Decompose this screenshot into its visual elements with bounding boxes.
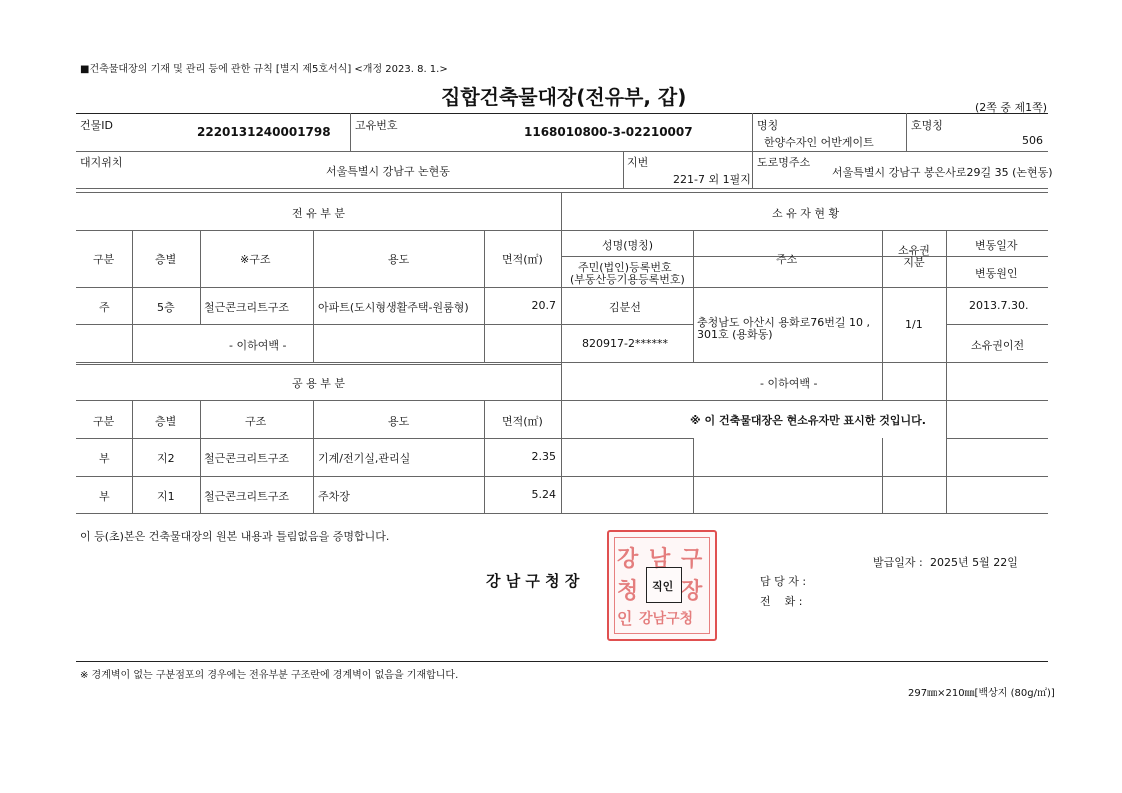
issuing-office: 강 남 구 청 장 [486,572,580,590]
form-regulation-note: ■건축물대장의 기재 및 관리 등에 관한 규칙 [별지 제5호서식] <개정 2023. 8. 1.> [80,64,448,75]
owner-address-header: 주소 [776,253,798,266]
road-label: 도로명주소 [757,156,811,169]
name-value: 한양수자인 어반게이트 [764,136,874,149]
owner-notice: ※ 이 건축물대장은 현소유자만 표시한 것입니다. [690,414,926,427]
site-label: 대지위치 [80,156,123,169]
owner-section-title: 소 유 자 현 황 [772,207,840,220]
paper-spec: 297㎜×210㎜[백상지 (80g/㎡)] [908,688,1055,699]
common-floor-header: 층별 [155,415,177,428]
change-reason: 소유권이전 [971,339,1025,352]
owner-share-header: 소유권 지분 [898,244,930,269]
building-id-label: 건물ID [80,119,113,132]
site-value: 서울특별시 강남구 논현동 [326,165,450,178]
building-id-value: 2220131240001798 [197,125,331,139]
info-bottom [76,188,1048,189]
common-row1-area: 2.35 [531,450,556,463]
issue-date-label: 발급일자 : [873,556,923,569]
common-section-title: 공 용 부 분 [292,377,345,390]
phone-label: 전 화 : [760,595,803,608]
stamp-label: 직인 [652,580,674,593]
owner-name-header: 성명(명칭) [602,239,654,252]
unit-label: 호명칭 [911,119,943,132]
footer-divider [76,661,1048,662]
common-use-header: 용도 [388,415,410,428]
unique-no-label: 고유번호 [355,119,398,132]
change-date-header: 변동일자 [975,239,1018,252]
change-reason-header: 변동원인 [975,267,1018,280]
info-bottom-double [76,192,1048,193]
excl-row-floor: 5층 [157,301,175,314]
common-row2-floor: 지1 [157,490,175,503]
official-seal: 강 남 구 청 장 인 강남구청 [607,530,717,641]
col-type-header: 구분 [93,253,115,266]
owner-regno2-header: (부동산등기용등록번호) [570,273,685,286]
col-floor-header: 층별 [155,253,177,266]
lot-value: 221-7 외 1필지 [673,173,751,186]
change-date: 2013.7.30. [969,299,1029,312]
common-type-header: 구분 [93,415,115,428]
common-area-header: 면적(㎡) [502,415,543,428]
common-row2-structure: 철근콘크리트구조 [204,490,290,503]
owner-share: 1/1 [905,318,923,331]
owner-regno-header: 주민(법인)등록번호 [578,261,672,274]
owner-blank-note: - 이하여백 - [760,377,818,390]
excl-row-structure: 철근콘크리트구조 [204,301,290,314]
owner-address-line1: 충청남도 아산시 용화로76번길 10 , [697,316,870,329]
excl-row-use: 아파트(도시형생활주택-원룸형) [318,301,469,314]
common-row1-structure: 철근콘크리트구조 [204,452,290,465]
lot-label: 지번 [627,156,649,169]
unit-value: 506 [1022,134,1043,147]
staff-label: 담 당 자 : [760,575,807,588]
excl-row-area: 20.7 [531,299,556,312]
top-border [76,113,1048,114]
issue-date: 2025년 5월 22일 [930,556,1018,569]
common-row2-area: 5.24 [531,488,556,501]
common-row1-use: 기계/전기실,관리실 [318,452,411,465]
excl-row-type: 주 [99,301,110,314]
road-value: 서울특별시 강남구 봉은사로29길 35 (논현동) [832,166,1053,179]
col-use-header: 용도 [388,253,410,266]
footer-note: ※ 경계벽이 없는 구분점포의 경우에는 전유부분 구조란에 경계벽이 없음을 기재합니다. [80,670,459,681]
info-divider [76,151,1048,152]
certify-text: 이 등(초)본은 건축물대장의 원본 내용과 틀림없음을 증명합니다. [80,530,390,543]
exclusive-section-title: 전 유 부 분 [292,207,345,220]
owner-regno: 820917-2****** [582,337,668,350]
col-area-header: 면적(㎡) [502,253,543,266]
page-info: (2쪽 중 제1쪽) [975,101,1048,114]
owner-name: 김분선 [609,301,641,314]
owner-address-line2: 301호 (용화동) [697,328,773,341]
common-row1-type: 부 [99,452,110,465]
unique-no-value: 1168010800-3-02210007 [524,125,693,139]
common-row1-floor: 지2 [157,452,175,465]
col-structure-header: ※구조 [240,253,271,266]
excl-blank-note: - 이하여백 - [229,339,287,352]
name-label: 명칭 [757,119,779,132]
page-title: 집합건축물대장(전유부, 갑) [441,85,687,109]
common-row2-type: 부 [99,490,110,503]
common-structure-header: 구조 [245,415,267,428]
common-row2-use: 주차장 [318,490,350,503]
